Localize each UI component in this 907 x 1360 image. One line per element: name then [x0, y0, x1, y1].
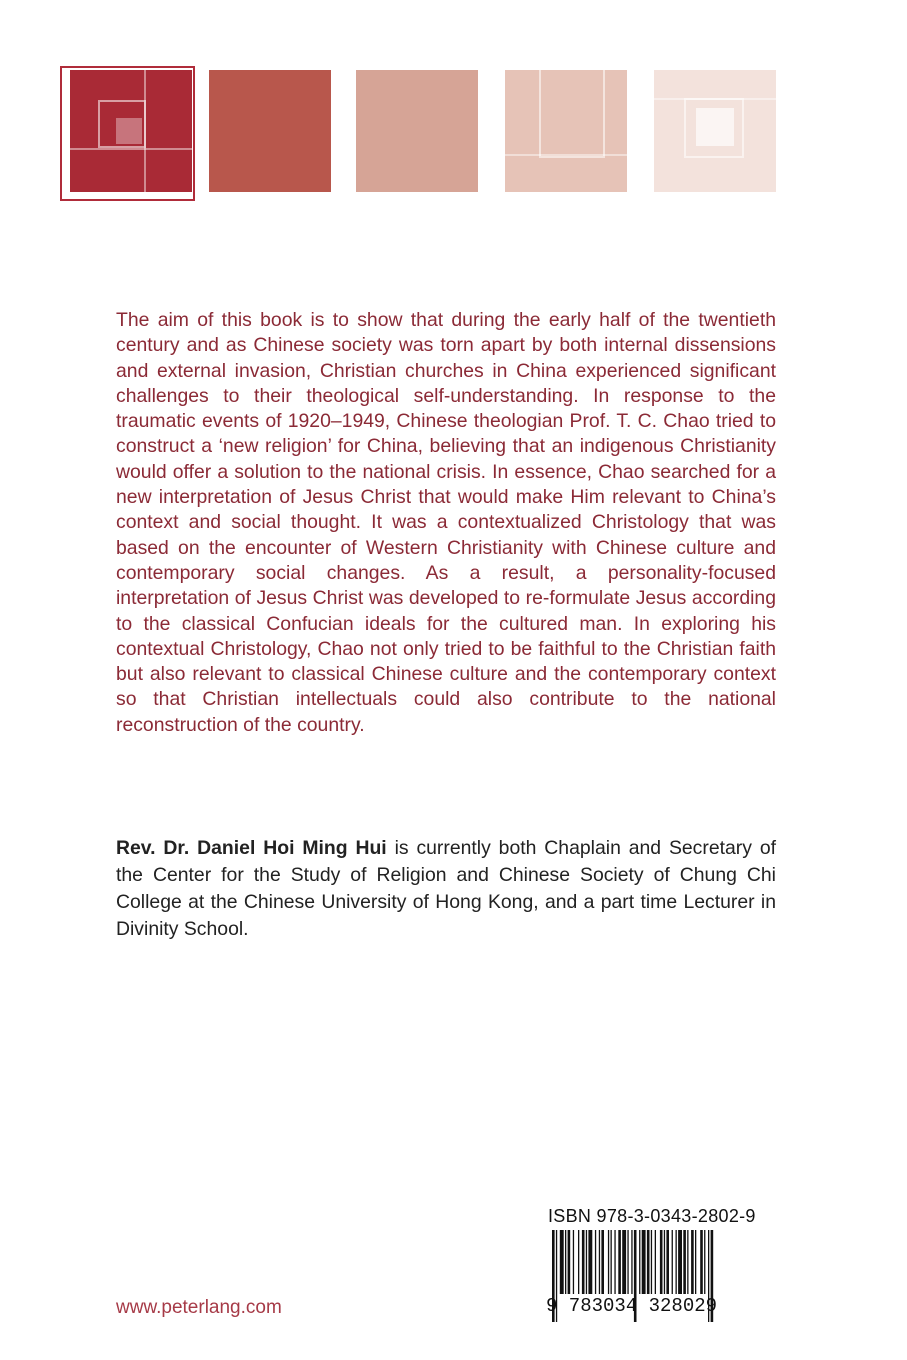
- barcode-bar: [573, 1230, 574, 1294]
- barcode-bar: [683, 1230, 686, 1294]
- barcode-bar: [664, 1230, 665, 1294]
- barcode-bar: [676, 1230, 677, 1294]
- barcode-bar: [601, 1230, 604, 1294]
- barcode-bar: [639, 1230, 640, 1294]
- barcode-bar: [642, 1230, 646, 1294]
- barcode-bar: [565, 1230, 566, 1294]
- author-bio: [116, 835, 776, 943]
- square-5: [654, 70, 776, 192]
- publisher-website: www.peterlang.com: [116, 1297, 282, 1318]
- barcode-bar: [595, 1230, 596, 1294]
- barcode-bar: [582, 1230, 585, 1294]
- barcode-bar: [672, 1230, 673, 1294]
- barcode-bar: [687, 1230, 688, 1294]
- square-2: [209, 70, 331, 192]
- isbn-label: ISBN 978-3-0343-2802-9: [548, 1206, 756, 1226]
- barcode-bar: [700, 1230, 703, 1294]
- barcode-bar: [611, 1230, 612, 1294]
- barcode-bar: [608, 1230, 609, 1294]
- barcode-bar: [704, 1230, 705, 1294]
- barcode-bar: [666, 1230, 669, 1294]
- barcode-bar: [678, 1230, 682, 1294]
- barcode-bar: [599, 1230, 600, 1294]
- barcode-bar: [691, 1230, 694, 1294]
- barcode-bar: [647, 1230, 650, 1294]
- barcode-bar: [560, 1230, 564, 1294]
- decorative-squares: [0, 0, 907, 200]
- barcode-bar: [614, 1230, 615, 1294]
- barcode-bar: [655, 1230, 656, 1294]
- barcode-bar: [586, 1230, 587, 1294]
- author-bio-text: is currently both Chaplain and Secretary of the Center for the Study of Religion and Chinese Society of Chung Chi College at the Chinese University of Hong Kong, and a part time Lecturer in Divinity School.: [116, 837, 776, 940]
- square-4: [505, 70, 627, 192]
- author-name: Rev. Dr. Daniel Hoi Ming Hui: [116, 837, 387, 859]
- barcode-bar: [627, 1230, 628, 1294]
- barcode-bar: [588, 1230, 592, 1294]
- book-description: The aim of this book is to show that during the early half of the twentieth century and as Chinese society was torn apart by both internal dissensions and external invasion, Christian churches in China experienced significant challenges to their theological self-understanding. In response to the traumatic events of 1920–1949, Chinese theologian Prof. T. C. Chao tried to construct a ‘new religion’ for China, believing that an indigenous Christianity would offer a solution to the national crisis. In essence, Chao searched for a new interpretation of Jesus Christ that would make Him relevant to China’s context and social thought. It was a contextualized Christology that was based on the encounter of Western Christianity with Chinese culture and contemporary social changes. As a result, a personality-focused interpretation of Jesus Christ was developed to re-formulate Jesus according to the classical Confucian ideals for the cultured man. In exploring his contextual Christology, Chao not only tried to be faithful to the Christian faith but also relevant to classical Chinese culture and the contemporary context so that Christian intellectuals could also contribute to the national reconstruction of the country.: [116, 309, 776, 736]
- barcode-bar: [651, 1230, 652, 1294]
- barcode-bar: [568, 1230, 571, 1294]
- square-1: [70, 70, 192, 192]
- barcode-bar: [660, 1230, 663, 1294]
- barcode-bar: [622, 1230, 626, 1294]
- square-3: [356, 70, 478, 192]
- barcode-bar: [578, 1230, 579, 1294]
- barcode-bar: [618, 1230, 621, 1294]
- barcode-digits: 9 783034 328029: [546, 1295, 718, 1317]
- barcode-bar: [631, 1230, 632, 1294]
- barcode-bar: [695, 1230, 696, 1294]
